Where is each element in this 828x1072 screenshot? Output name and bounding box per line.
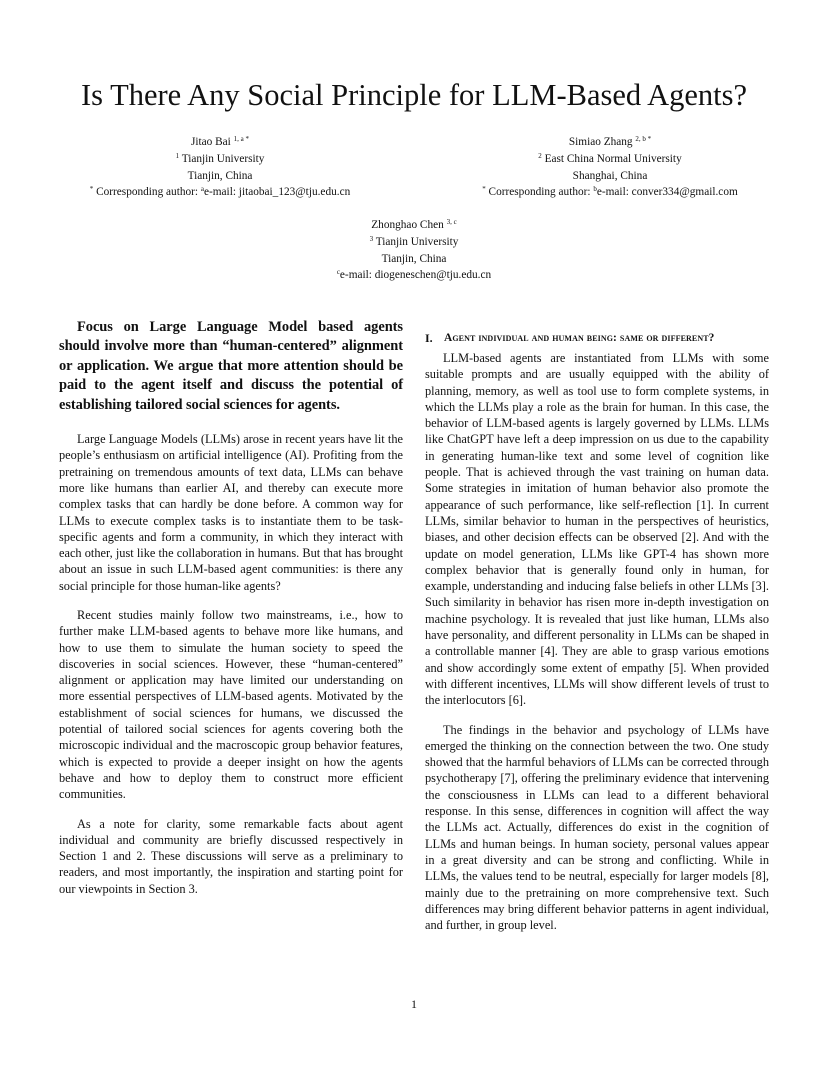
author-location: Shanghai, China	[572, 169, 648, 182]
body-paragraph: Large Language Models (LLMs) arose in recent years have lit the people’s enthusiasm on artificial intelligence (AI). Profiting from the pretraining on tremendous amounts of text data, LLMs can behave more like humans than earlier AI, and thereby can execute more complex tasks that can hardly be done before. A common way for LLMs to execute complex tasks is to instantiate them to be task-specific agents and form a community, in which they interact with each other, just like the collaboration in humans. But that has brought about an issue in such LLM-based agent communities: is there any social principle for those human-like agents?	[59, 432, 403, 593]
left-column	[59, 318, 403, 910]
author-affiliation: $^2$ East China Normal University	[538, 151, 682, 165]
body-paragraph: LLM-based agents are instantiated from LLMs with some suitable prompts and are usually equipped with the ability of planning, memory, as well as tool use to form complete systems, in which the LLMs play a role as the brain for human. In this case, the behavior of LLM-based agents is largely governed by LLMs. LLMs like ChatGPT have left a deep impression on us due to the capability in generating human-like text and some level of cognition like people. That is achieved through the vast training on human data. Some strategies in imitation of human behavior also promote the appearance of such performance, like self-reflection [1]. In current LLMs, similar behavior to human in the perspectives of heuristics, biases, and other decision effects can be observed [2]. And with the update on model generation, LLMs like GPT-4 has shown more complex behavior that is generally found only in human, for example, understanding and inducing false beliefs in other LLMs [3]. Such similarity in behavior has risen more in-depth investigation on machine psychology. It is revealed that just like human, LLMs also have personality, and different personality in LLMs can be shaped in a controllable manner [4]. They are able to grasp various emotions and show accordingly some extent of empathy [5]. When provided with different incentives, LLMs will show different levels of trust to the interlocutors [6].	[425, 351, 769, 708]
section-number: I.	[425, 331, 433, 345]
author-name: Simiao Zhang $^{2, b *}$	[568, 135, 652, 148]
author-name: Zhonghao Chen $^{3, c}$	[371, 218, 457, 231]
body-paragraph: Recent studies mainly follow two mainstreams, i.e., how to further make LLM-based agents to behave more like humans, and how to use them to simulate the human society to speed the discoveries in social sciences. However, these “human-centered” alignment or application may have limited our understanding on more essential perspectives of LLM-based agents. Motivated by the establishment of social sciences for humans, we discussed the potential of tailored social sciences for agents covering both the microscopic individual and the macroscopic group behavior features, which is expected to provide a deeper insight on how the agents behave and how to deploy them to construct more efficient communities.	[59, 608, 403, 802]
paper-title: Is There Any Social Principle for LLM-Based Agents?	[80, 78, 748, 112]
body-paragraph: As a note for clarity, some remarkable facts about agent individual and community are briefly discussed respectively in Section 1 and 2. These discussions will serve as a preliminary to readers, and most importantly, the inspiration and starting point for our viewpoints in Section 3.	[59, 816, 403, 896]
body-paragraph: The findings in the behavior and psychology of LLMs have emerged the thinking on the connection between the two. One study showed that the harmful behaviors of LLMs can be corrected through psychotherapy [7], offering the preliminary evidence that intervening the consciousness in LLMs can lead to a different behavioral response. In this sense, differences in cognition will affect the way the LLMs act. Actually, differences do exist in the cognition of LLMs and human beings. In human society, personal values appear in a great diversity and can be strong and conflicting. While in LLMs, the values tend to be neutral, especially for larger models [8], mainly due to the pretraining on more comprehensive text. Such differences may bring different behavior patterns in agent individual, and further, in group level.	[425, 722, 769, 933]
author-block-1	[40, 134, 400, 201]
author-affiliation: $^1$ Tianjin University	[175, 151, 265, 165]
author-name: Jitao Bai $^{1, a *}$	[190, 135, 250, 148]
section-heading	[425, 330, 769, 346]
author-affiliation: $^3$ Tianjin University	[369, 234, 459, 248]
author-contact: * Corresponding author: $^b$e-mail: conver334@gmail.com	[482, 185, 738, 199]
author-block-2	[430, 134, 790, 201]
abstract: Focus on Large Language Model based agents should involve more than “human-centered” alignment or application. We argue that more attention should be paid to the agent itself and discuss the potential of establishing tailored social sciences for agents.	[59, 319, 403, 413]
section-title: Agent individual and human being: same or different?	[444, 332, 715, 344]
page-number: 1	[411, 997, 417, 1011]
right-column	[425, 318, 769, 946]
author-block-3	[234, 217, 594, 284]
author-location: Tianjin, China	[187, 169, 253, 182]
author-contact: $^c$e-mail: diogeneschen@tju.edu.cn	[336, 268, 492, 282]
author-contact: * Corresponding author: $^a$e-mail: jitaobai_123@tju.edu.cn	[89, 185, 351, 199]
author-location: Tianjin, China	[381, 252, 447, 265]
